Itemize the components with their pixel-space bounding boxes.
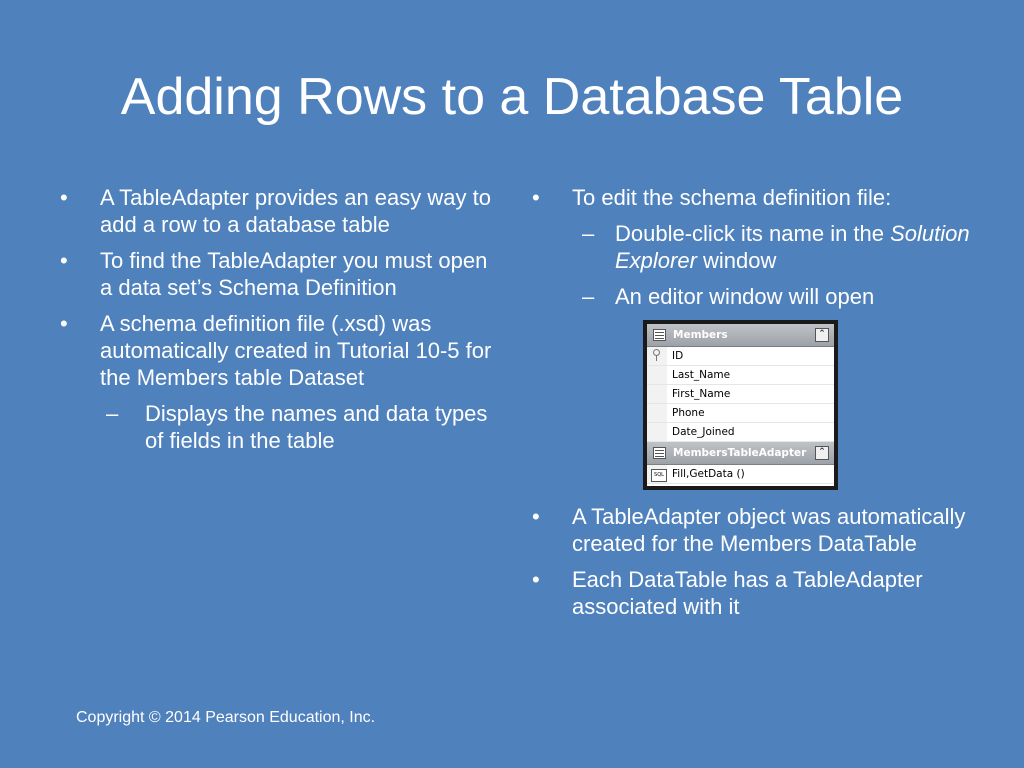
sub-bullet-item: [530, 220, 970, 274]
sub-bullet-item: [530, 283, 970, 310]
dash-marker: –: [582, 284, 595, 309]
method-row: [647, 465, 834, 484]
sql-icon: SQL: [651, 469, 667, 482]
adapter-methods: [647, 465, 834, 484]
dash-marker: –: [106, 401, 119, 426]
field-name: Date_Joined: [672, 426, 735, 438]
field-list: [647, 347, 834, 442]
schema-editor-screenshot: [643, 320, 838, 490]
field-name: Phone: [672, 407, 705, 419]
sub-bullet-text: An editor window will open: [615, 284, 875, 309]
members-table-header: [647, 324, 834, 347]
field-row: [647, 385, 834, 404]
key-icon: [653, 349, 660, 356]
adapter-icon: [653, 447, 666, 459]
slide-title: Adding Rows to a Database Table: [120, 68, 904, 126]
field-row: [647, 347, 834, 366]
field-name: Last_Name: [672, 369, 731, 381]
left-column: [58, 184, 498, 463]
bullet-item: • A TableAdapter object was automatically created for the Members DataTable: [530, 503, 970, 557]
collapse-icon: ⌃: [815, 446, 829, 460]
solution-explorer-text: Solution Explorer: [615, 221, 970, 273]
field-name: ID: [672, 350, 684, 362]
method-name: Fill,GetData (): [672, 468, 745, 480]
field-name: First_Name: [672, 388, 731, 400]
sub-bullet-text: Displays the names and data types of fields in the table: [145, 401, 488, 453]
field-row: [647, 423, 834, 442]
right-column-bottom: [530, 503, 970, 629]
sub-bullet-text-b: window: [696, 248, 777, 273]
sub-bullet-item: [58, 400, 498, 454]
field-row: [647, 404, 834, 423]
bullet-item: • Each DataTable has a TableAdapter associated with it: [530, 566, 970, 620]
table-icon: [653, 329, 666, 341]
sub-bullet-text-a: Double-click its name in the: [615, 221, 891, 246]
bullet-item: • To find the TableAdapter you must open a data set’s Schema Definition: [58, 247, 498, 301]
copyright-footer: Copyright © 2014 Pearson Education, Inc.: [76, 709, 376, 726]
right-column: [530, 184, 970, 319]
field-row: [647, 366, 834, 385]
dash-marker: –: [582, 221, 595, 246]
bullet-item: • A TableAdapter provides an easy way to add a row to a database table: [58, 184, 498, 238]
adapter-name: MembersTableAdapter: [673, 447, 807, 459]
collapse-icon: ⌃: [815, 328, 829, 342]
bullet-item: • To edit the schema definition file:: [530, 184, 970, 211]
table-name: Members: [673, 329, 728, 341]
bullet-item: • A schema definition file (.xsd) was automatically created in Tutorial 10-5 for the Members table Dataset: [58, 310, 498, 391]
table-adapter-header: [647, 442, 834, 465]
